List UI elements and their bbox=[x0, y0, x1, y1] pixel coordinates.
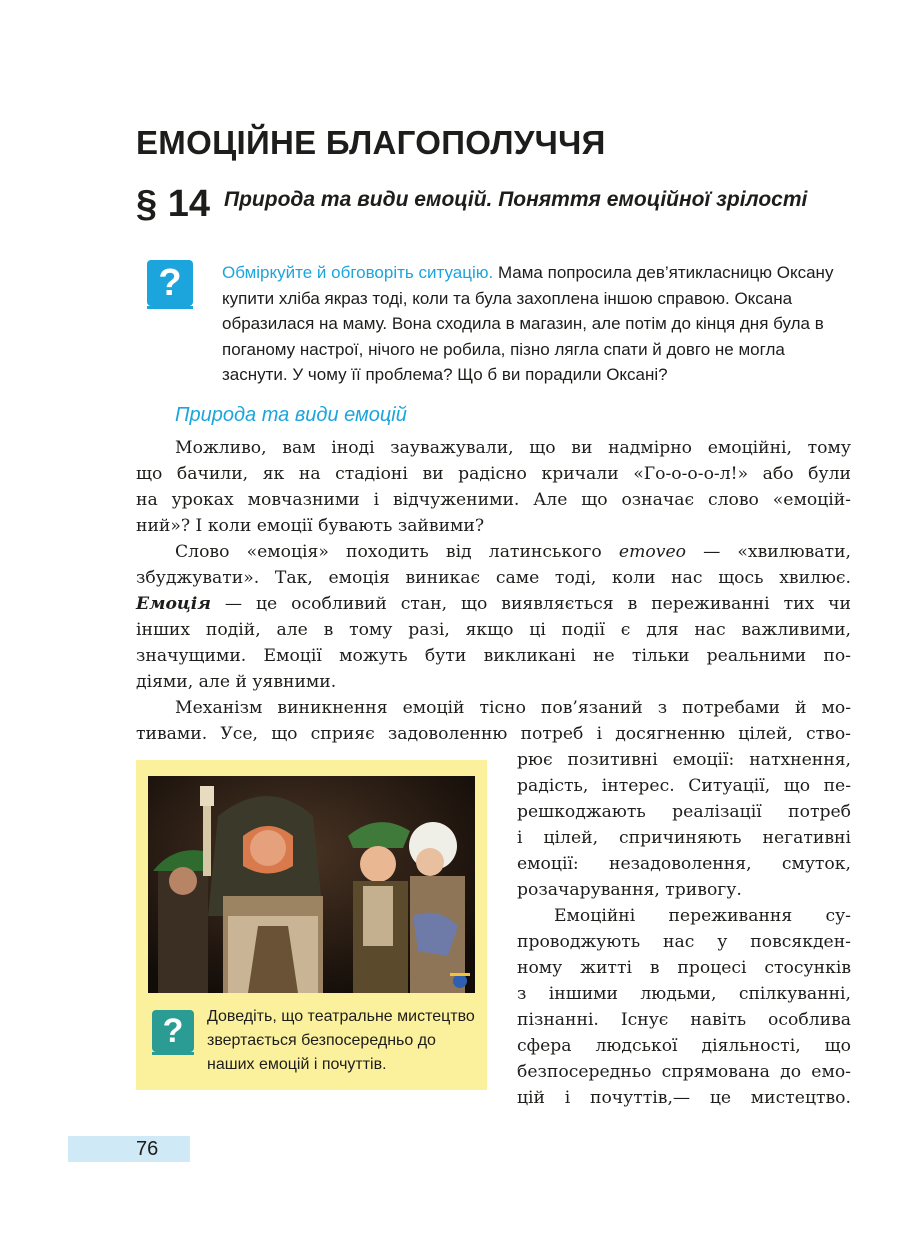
theatre-photo bbox=[148, 776, 475, 993]
paragraph-line: значущими. Емоції можуть бути викликані не тільки реальними по- bbox=[136, 646, 851, 666]
icon-underline bbox=[147, 306, 193, 309]
question-mark-icon: ? bbox=[152, 1010, 194, 1052]
line-part: Слово «емоція» походить від латинського bbox=[175, 542, 619, 562]
paragraph-line bbox=[136, 591, 851, 617]
paragraph-line: емоції: незадоволення, смуток, bbox=[517, 854, 851, 874]
paragraph-line: і цілей, спричиняють негативні bbox=[517, 828, 851, 848]
chapter-title: ЕМОЦІЙНЕ БЛАГОПОЛУЧЧЯ bbox=[136, 124, 606, 161]
paragraph-line: з іншими людьми, спілкуванні, bbox=[517, 984, 851, 1004]
paragraph-line: інших подій, але в тому разі, якщо ці події є для нас важливими, bbox=[136, 620, 851, 640]
page-number-band bbox=[68, 1136, 190, 1162]
prompt-lead: Обміркуйте й обговоріть ситуацію. bbox=[222, 263, 494, 282]
line-part: — «хвилювати, bbox=[685, 542, 851, 562]
section-number: § 14 bbox=[136, 183, 210, 225]
latin-term: emoveo bbox=[618, 542, 686, 562]
term-emotion: Емоція bbox=[136, 594, 211, 614]
paragraph-line: решкоджають реалізації потреб bbox=[517, 802, 851, 822]
paragraph-line: збуджувати». Так, емоція виникає саме тоді, коли нас щось хвилює. bbox=[136, 568, 851, 588]
paragraph-line: проводжують нас у повсякден- bbox=[517, 932, 851, 952]
paragraph-line: що бачили, як на стадіоні ви радісно кричали «Го-о-о-о-л!» або були bbox=[136, 464, 851, 484]
paragraph-line: радість, інтерес. Ситуації, що пе- bbox=[517, 776, 851, 796]
paragraph-line: Емоційні переживання су- bbox=[554, 906, 851, 926]
paragraph-line bbox=[175, 539, 851, 565]
paragraph-line: ному житті в процесі стосунків bbox=[517, 958, 851, 978]
figure-caption: Доведіть, що театральне мистецтво звертається безпосередньо до наших емоцій і почуттів. bbox=[207, 1008, 475, 1073]
paragraph-line: пізнанні. Існує навіть особлива bbox=[517, 1010, 851, 1030]
paragraph-line: розачарування, тривогу. bbox=[517, 880, 742, 900]
paragraph-line: на уроках мовчазними і відчуженими. Але що означає слово «емоцій- bbox=[136, 490, 851, 510]
prompt-text: Мама попросила дев’ятикласницю Оксану купити хліба якраз тоді, коли та була захоплена іншою справою. Оксана образилася на маму. Вона сходила в магазин, але потім до кінця дня була в поганому настрої, нічого не робила, пізно лягла спати й довго не могла заснути. У чому її проблема? Що б ви порадили Оксані? bbox=[222, 263, 834, 385]
section-title: Природа та види емоцій. Поняття емоційної зрілості bbox=[224, 188, 808, 211]
paragraph-line: цій і почуттів,— це мистецтво. bbox=[517, 1088, 851, 1108]
paragraph-line: тивами. Усе, що сприяє задоволенню потреб і досягненню цілей, ство- bbox=[136, 724, 851, 744]
question-mark-icon: ? bbox=[147, 260, 193, 306]
paragraph-line: діями, але й уявними. bbox=[136, 672, 337, 692]
icon-underline bbox=[152, 1052, 194, 1055]
paragraph-line: безпосередньо спрямована до емо- bbox=[517, 1062, 851, 1082]
paragraph-line: Можливо, вам іноді зауважували, що ви надмірно емоційні, тому bbox=[175, 438, 851, 458]
paragraph-line: сфера людської діяльності, що bbox=[517, 1036, 851, 1056]
line-part: — це особливий стан, що виявляється в переживанні тих чи bbox=[210, 594, 851, 614]
subheading: Природа та види емоцій bbox=[175, 404, 407, 426]
paragraph-line: Механізм виникнення емоцій тісно пов’язаний з потребами й мо- bbox=[175, 698, 851, 718]
page-number: 76 bbox=[136, 1138, 159, 1160]
paragraph-line: ний»? І коли емоції бувають зайвими? bbox=[136, 516, 485, 536]
discussion-prompt bbox=[222, 260, 852, 388]
theatre-photo-illustration bbox=[148, 776, 475, 993]
paragraph-line: рює позитивні емоції: натхнення, bbox=[517, 750, 851, 770]
